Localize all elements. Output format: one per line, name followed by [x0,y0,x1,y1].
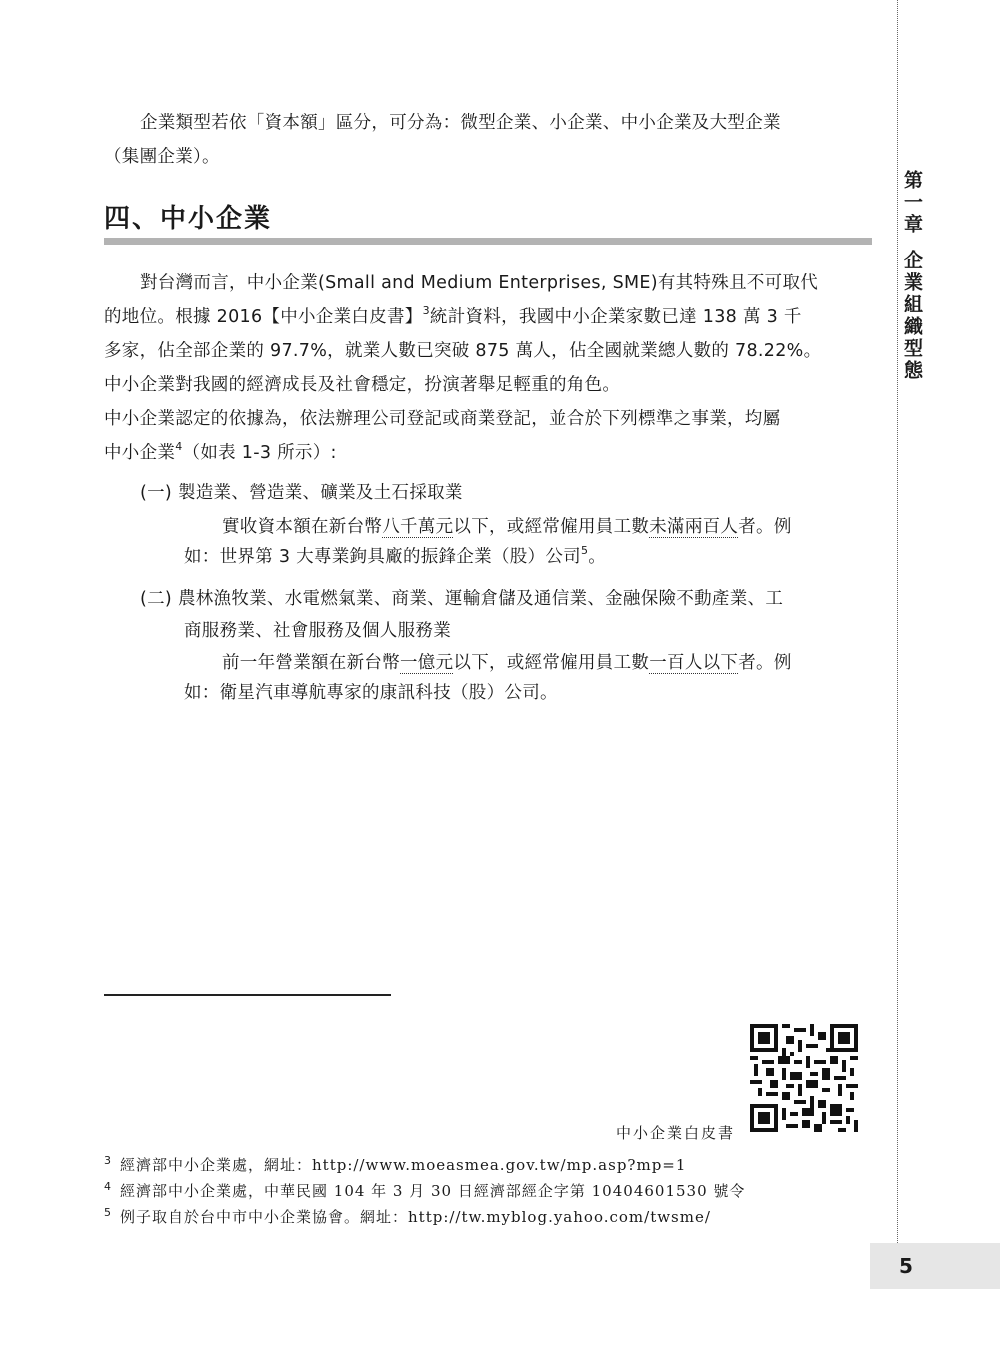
footnote-3 [104,1154,686,1175]
section-heading: 四、中小企業 [104,204,273,234]
item2-title-line-2: 商服務業、社會服務及個人服務業 [184,621,451,641]
item1-heading [140,476,463,510]
para1-line-3: 多家，佔全部企業的 97.7%，就業人數已突破 875 萬人，佔全國就業總人數的 78.22%。 [104,341,822,361]
footnote-ref-5: 5 [580,544,589,557]
footnote-text: 例子取自於台中市中小企業協會。網址：http://tw.myblog.yahoo.com/twsme/ [120,1208,711,1226]
item1-example-end: 。 [588,547,607,567]
qr-code-icon[interactable] [750,1024,858,1132]
chapter-title: 企業組織型態 [901,250,923,382]
sidebar-divider [897,0,898,1243]
para2-line-2-text: 中小企業 [104,443,176,463]
qr-caption: 中小企業白皮書 [616,1124,736,1142]
footnote-text: 經濟部中小企業處，網址：http://www.moeasmea.gov.tw/mp.asp?mp=1 [120,1156,687,1174]
item1-marker: (一) [140,483,173,503]
para2-line-1: 中小企業認定的依據為，依法辦理公司登記或商業登記，並合於下列標準之事業，均屬 [104,409,781,429]
item2-marker: (二) [140,589,173,609]
footnote-separator [104,994,391,996]
item1-body-text-c: 者。例 [738,517,792,537]
footnote-5 [104,1206,711,1227]
heading-underline-bar [104,238,872,245]
para1-line-2 [104,300,802,334]
footnote-text: 經濟部中小企業處，中華民國 104 年 3 月 30 日經濟部經企字第 10404601530 號令 [120,1182,746,1200]
item2-body-text-a: 前一年營業額在新台幣 [222,653,400,673]
footnote-number: 4 [104,1180,111,1193]
item1-body-text-a: 實收資本額在新台幣 [222,517,383,537]
item1-example-text: 如：世界第 3 大專業鉤具廠的振鋒企業（股）公司 [184,547,581,567]
item1-title: 製造業、營造業、礦業及土石採取業 [177,483,463,503]
para1-line-2-text: 的地位。根據 2016【中小企業白皮書】 [104,307,423,327]
item1-employee-limit: 未滿兩百人 [649,517,739,537]
item2-body-line-2: 如：衛星汽車導航專家的康訊科技（股）公司。 [184,683,558,703]
para1-line-1: 對台灣而言，中小企業(Small and Medium Enterprises, SME)有其特殊且不可取代 [140,273,819,293]
chapter-number: 第一章 [901,170,923,236]
item2-body-text-c: 者。例 [738,653,792,673]
item2-title-line-1: 農林漁牧業、水電燃氣業、商業、運輸倉儲及通信業、金融保險不動產業、工 [177,589,784,609]
page-number: 5 [899,1254,913,1278]
footnote-4 [104,1180,745,1201]
item2-body-line-1 [222,646,792,680]
para2-line-2 [104,436,337,470]
item2-revenue-limit: 一億元 [400,653,454,673]
para1-line-2-cont: 統計資料，我國中小企業家數已達 138 萬 3 千 [429,307,802,327]
item2-heading [140,582,783,616]
para1-line-4: 中小企業對我國的經濟成長及社會穩定，扮演著舉足輕重的角色。 [104,375,621,395]
footnote-number: 3 [104,1154,111,1167]
item1-body-text-b: 以下，或經常僱用員工數 [453,517,650,537]
footnote-ref-3: 3 [422,304,430,317]
chapter-sidebar-label [902,170,926,382]
intro-line-1: 企業類型若依「資本額」區分，可分為：微型企業、小企業、中小企業及大型企業 [140,113,781,133]
intro-line-2: （集團企業）。 [104,147,220,167]
item1-body-line-1 [222,510,792,544]
footnote-number: 5 [104,1206,111,1219]
item2-body-text-b: 以下，或經常僱用員工數 [453,653,650,673]
item1-body-line-2 [184,540,606,574]
item2-employee-limit: 一百人以下 [649,653,739,673]
item1-capital-limit: 八千萬元 [382,517,454,537]
footnote-ref-4: 4 [175,440,183,453]
para2-line-2-cont: （如表 1-3 所示）: [182,443,337,463]
